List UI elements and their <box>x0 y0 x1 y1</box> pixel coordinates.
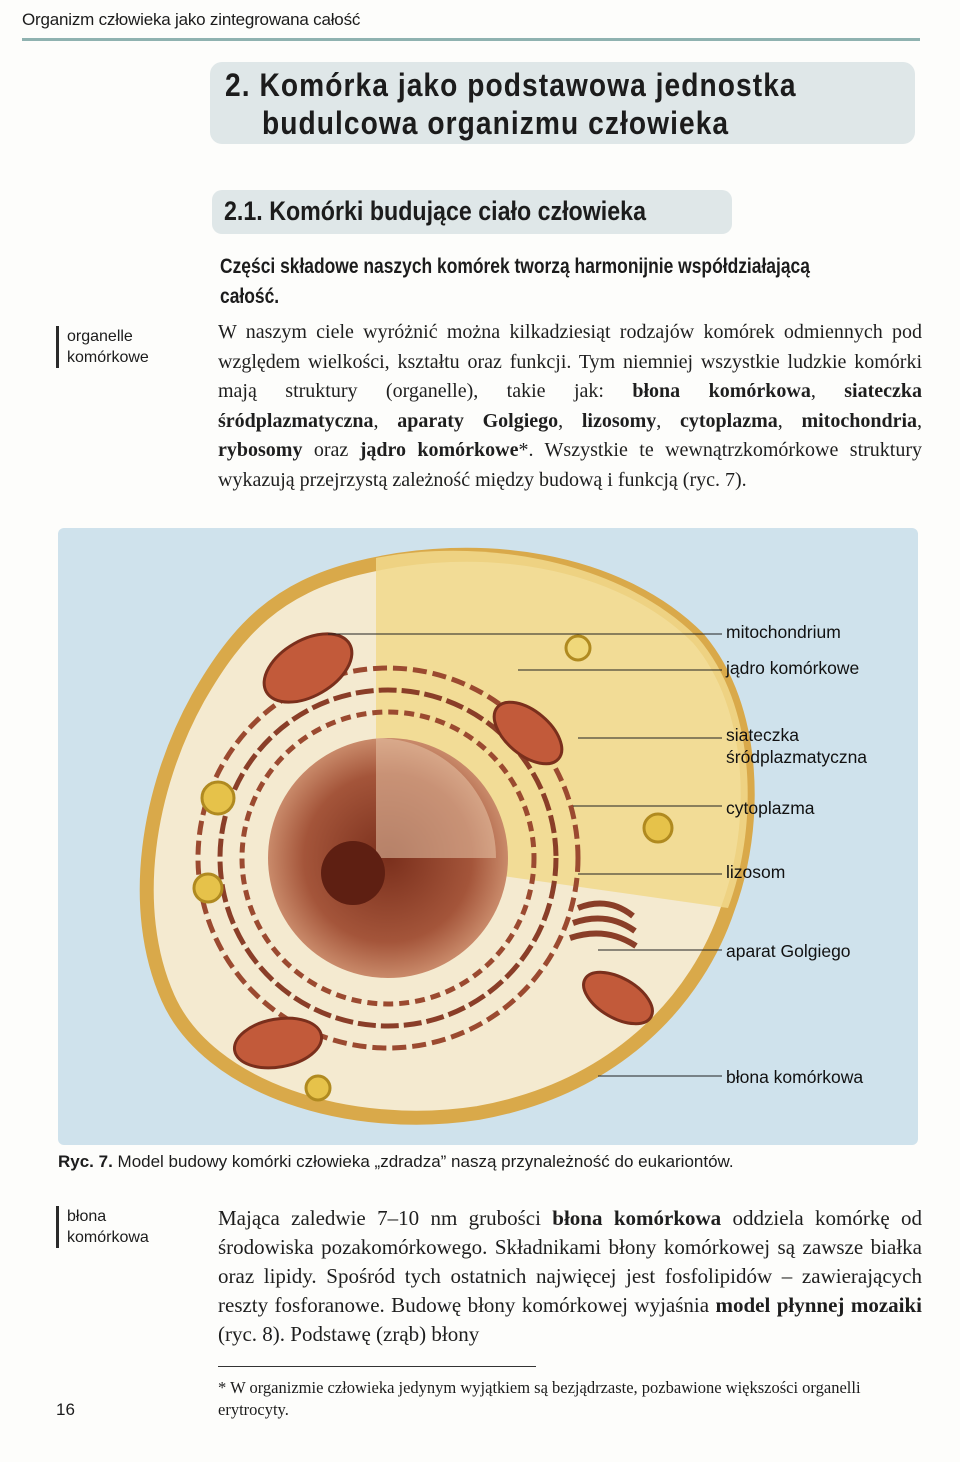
label-lysosome <box>726 861 785 883</box>
paragraph-organelle <box>218 318 922 495</box>
cell-model-figure <box>58 528 918 1145</box>
label-mitochondrium <box>726 621 841 643</box>
text-run: oddziela komórkę od środowiska pozakomórkowego. Składnikami błony komórkowej są zawsze białka oraz lipidy. Spośród tych ostatnich najwięcej jest fosfolipidów – zawierających reszty fosforanowe. Budowę błony komórkowej wyjaśnia <box>218 1206 923 1317</box>
running-head: Organizm człowieka jako zintegrowana całość <box>22 10 361 29</box>
lead-text: Części składowe naszych komórek tworzą harmonijnie współdziałającą całość. <box>220 255 810 308</box>
label-line: siateczka <box>726 725 799 745</box>
term-lysosomes: lizosomy <box>581 409 657 432</box>
section-title <box>224 196 646 227</box>
margin-note-membrane <box>56 1206 149 1248</box>
term-nucleus: jądro komórkowe <box>359 439 519 461</box>
footnote: * W organizmie człowieka jedynym wyjątkiem są bezjądrzaste, pozbawione większości organelli erytrocyty. <box>218 1378 861 1419</box>
caption-prefix: Ryc. 7. <box>58 1152 113 1171</box>
margin-note-organelle <box>56 326 149 368</box>
term-fluid-mosaic: model płynnej mozaiki <box>715 1293 922 1317</box>
text-run: , <box>810 380 845 402</box>
chapter-number: 2. <box>225 67 251 103</box>
label-line: śródplazmatyczna <box>726 747 868 767</box>
lysosome-shape <box>194 874 222 902</box>
label-line: aparat Golgiego <box>726 941 851 961</box>
label-line: lizosom <box>726 862 786 882</box>
text-run: oraz <box>302 439 360 461</box>
term-er: siateczka śródplazmatyczna <box>218 380 923 432</box>
margin-note-line: organelle <box>67 328 133 345</box>
figure-caption <box>58 1152 734 1172</box>
label-er <box>726 724 867 768</box>
margin-note-line: komórkowa <box>67 1229 149 1246</box>
text-run: , <box>656 409 680 432</box>
text-run: , <box>558 409 582 432</box>
text-run: , <box>777 409 802 432</box>
section-number: 2.1. <box>224 196 263 226</box>
chapter-title-line1: Komórka jako podstawowa jednostka <box>259 67 797 103</box>
chapter-title <box>225 66 797 142</box>
margin-note-line: błona <box>67 1208 107 1225</box>
text-run: , <box>373 409 398 432</box>
label-line: jądro komórkowe <box>726 658 860 678</box>
term-ribosomes: rybosomy <box>218 439 303 461</box>
footnote-rule <box>218 1366 536 1367</box>
chapter-title-line2: budulcowa organizmu człowieka <box>261 105 730 141</box>
section-title-text: Komórki budujące ciało człowieka <box>269 196 647 226</box>
term-golgi: aparaty Golgiego <box>397 409 559 432</box>
label-line: błona komórkowa <box>726 1067 864 1087</box>
label-line: mitochondrium <box>726 622 841 642</box>
label-cytoplasm <box>726 797 815 819</box>
text-run: *. Wszystkie te wewnątrzkomórkowe struktury wykazują przejrzystą zależność między budową i funkcją (ryc. 7). <box>218 439 922 491</box>
margin-note-line: komórkowe <box>67 349 149 366</box>
vesicle-shape <box>566 636 590 660</box>
nucleolus-shape <box>321 841 385 905</box>
page-number: 16 <box>56 1400 75 1419</box>
lysosome-shape <box>644 814 672 842</box>
label-line: cytoplazma <box>726 798 815 818</box>
term-cell-membrane: błona komórkowa <box>552 1206 722 1230</box>
caption-text: Model budowy komórki człowieka „zdradza” naszą przynależność do eukariontów. <box>112 1152 734 1171</box>
header-rule <box>22 38 920 41</box>
term-mitochondria: mitochondria <box>801 409 918 432</box>
lysosome-shape <box>306 1076 330 1100</box>
text-run: , <box>917 409 923 432</box>
paragraph-membrane <box>218 1204 922 1349</box>
term-cell-membrane: błona komórkowa <box>632 380 811 402</box>
term-cytoplasm: cytoplazma <box>680 409 778 432</box>
text-run: Mająca zaledwie 7–10 nm grubości <box>218 1206 553 1230</box>
lysosome-shape <box>202 782 234 814</box>
text-run: (ryc. 8). Podstawę (zrąb) błony <box>218 1322 480 1346</box>
label-membrane <box>726 1066 863 1088</box>
label-nucleus <box>726 657 859 679</box>
text-run: W naszym ciele wyróżnić można kilkadziesiąt rodzajów komórek odmiennych pod względem wielkości, kształtu oraz funkcji. Tym niemniej wszystkie ludzkie komórki mają struktury (organelle), takie jak: <box>218 321 922 402</box>
label-golgi <box>726 940 851 962</box>
